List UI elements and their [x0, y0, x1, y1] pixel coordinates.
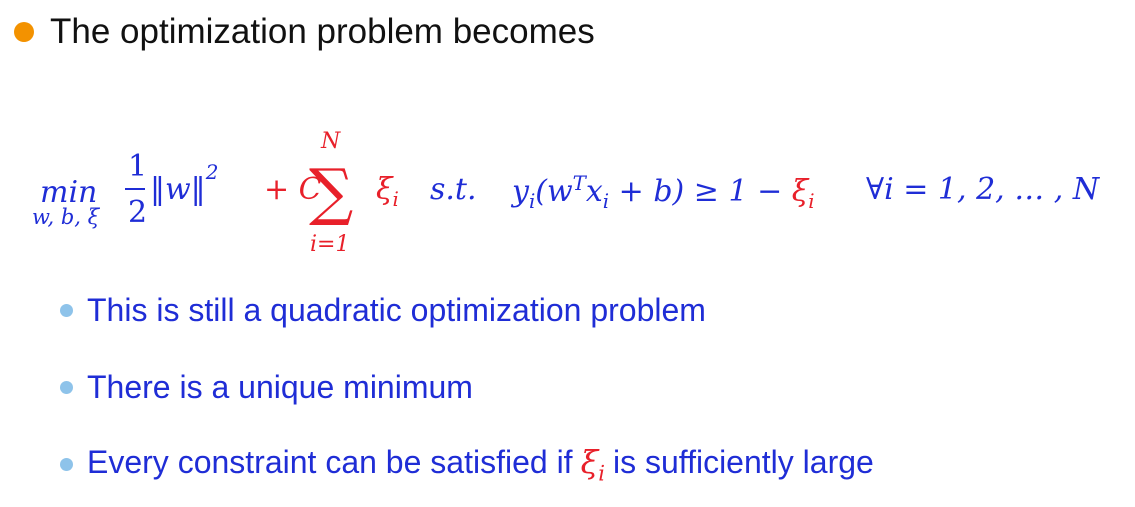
list-item [60, 290, 874, 330]
xi-symbol: ξ [376, 172, 393, 207]
fraction-bar [125, 188, 145, 190]
heading [14, 12, 595, 52]
list-item [60, 444, 874, 484]
sum-upper-limit: N [321, 129, 341, 154]
inline-xi [580, 442, 605, 486]
formula-norm [150, 160, 219, 207]
constraint-open: (w [535, 174, 573, 209]
constraint-xi: ξ [791, 174, 809, 209]
formula-min-subscript: w, b, ξ [32, 205, 100, 229]
constraint-xi-subscript: i [808, 190, 815, 213]
fraction-numerator: 1 [128, 149, 148, 184]
bullet-text [87, 443, 874, 485]
bullet-text: There is a unique minimum [87, 368, 473, 405]
heading-text: The optimization problem becomes [50, 12, 595, 51]
fraction-denominator: 2 [128, 195, 148, 230]
blue-bullet-icon [60, 458, 73, 471]
constraint-y: y [512, 174, 529, 209]
such-that: s.t. [430, 172, 477, 207]
formula-plus-c: + C [264, 172, 322, 207]
constraint-expression [512, 172, 815, 213]
bullet-text-pre: Every constraint can be satisfied if [87, 443, 573, 480]
constraint-transpose: T [572, 172, 586, 195]
formula-min: min [40, 175, 98, 210]
constraint-y-subscript: i [528, 190, 536, 213]
formula-xi [376, 172, 399, 211]
blue-bullet-icon [60, 381, 73, 394]
constraint-rest: + b) ≥ 1 − [609, 174, 792, 209]
orange-bullet-icon [14, 22, 34, 42]
bullet-text-post: is sufficiently large [612, 443, 874, 480]
norm-symbol: ‖w‖ [150, 172, 206, 207]
bullet-list [60, 290, 874, 484]
inline-xi-symbol: ξ [580, 442, 599, 481]
sum-symbol: ∑ [309, 155, 354, 228]
sum-lower-limit: i=1 [310, 232, 350, 257]
list-item [60, 367, 874, 407]
forall-range: ∀i = 1, 2, … , N [866, 172, 1100, 207]
xi-subscript: i [392, 188, 399, 211]
constraint-x-subscript: i [602, 190, 610, 213]
constraint-x: x [585, 174, 603, 209]
norm-exponent: 2 [205, 160, 219, 184]
blue-bullet-icon [60, 304, 73, 317]
optimization-formula [32, 125, 1132, 265]
inline-xi-subscript: i [598, 460, 605, 486]
bullet-text: This is still a quadratic optimization problem [87, 291, 706, 328]
